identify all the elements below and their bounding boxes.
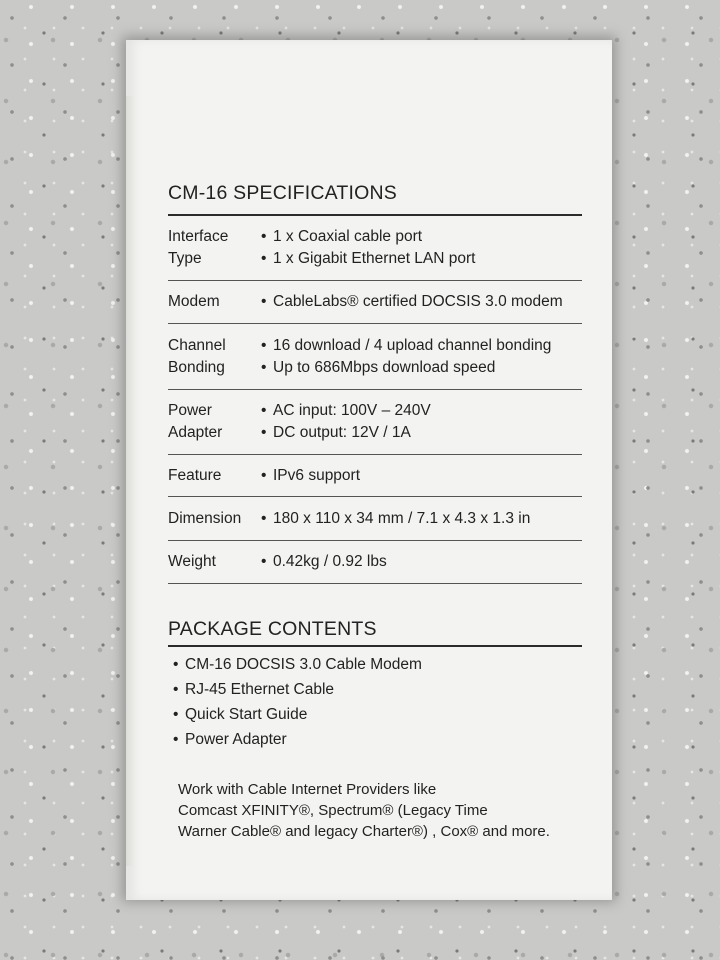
spec-item: 0.42kg / 0.92 lbs	[273, 553, 387, 570]
spec-label-text: Modem	[168, 293, 220, 310]
spec-divider	[168, 389, 582, 390]
compatibility-note-line: Comcast XFINITY®, Spectrum® (Legacy Time	[178, 802, 488, 819]
spec-divider	[168, 540, 582, 541]
spec-item: 1 x Coaxial cable port	[273, 228, 423, 245]
spec-value-interface-1: • 1 x Coaxial cable port	[261, 228, 423, 245]
package-item: • RJ-45 Ethernet Cable	[173, 681, 335, 698]
spec-item: 1 x Gigabit Ethernet LAN port	[273, 250, 476, 267]
spec-label-text: Dimension	[168, 510, 242, 527]
package-item-text: RJ-45 Ethernet Cable	[185, 681, 335, 698]
compatibility-note-line: Warner Cable® and legacy Charter®) , Cox® and more.	[178, 823, 550, 840]
compatibility-note-line: Work with Cable Internet Providers like	[178, 781, 437, 798]
spec-value-weight: • 0.42kg / 0.92 lbs	[261, 553, 387, 570]
spec-label-power-adapter	[168, 400, 222, 444]
spec-item: Up to 686Mbps download speed	[273, 359, 496, 376]
spec-label-modem	[168, 291, 220, 313]
spec-value-power-1: • AC input: 100V – 240V	[261, 402, 431, 419]
specs-title-rule	[168, 214, 582, 216]
spec-value-dimension: • 180 x 110 x 34 mm / 7.1 x 4.3 x 1.3 in	[261, 510, 531, 527]
spec-label-channel-bonding	[168, 335, 226, 379]
package-title-rule	[168, 645, 582, 647]
package-item-text: Quick Start Guide	[185, 706, 308, 723]
spec-label-text: Channel Bonding	[168, 337, 226, 376]
package-item: • Power Adapter	[173, 731, 287, 748]
spec-label-weight	[168, 551, 216, 573]
spec-label-text: Feature	[168, 467, 222, 484]
spec-item: CableLabs® certified DOCSIS 3.0 modem	[273, 293, 563, 310]
package-item-text: CM-16 DOCSIS 3.0 Cable Modem	[185, 656, 422, 673]
spec-divider	[168, 583, 582, 584]
package-item: • Quick Start Guide	[173, 706, 308, 723]
spec-item: IPv6 support	[273, 467, 361, 484]
spec-item: AC input: 100V – 240V	[273, 402, 431, 419]
spec-divider	[168, 496, 582, 497]
spec-item: 16 download / 4 upload channel bonding	[273, 337, 552, 354]
spec-item: 180 x 110 x 34 mm / 7.1 x 4.3 x 1.3 in	[273, 510, 531, 527]
spec-divider	[168, 280, 582, 281]
spec-label-dimension	[168, 508, 241, 530]
spec-divider	[168, 323, 582, 324]
spec-value-channel-1: • 16 download / 4 upload channel bonding	[261, 337, 552, 354]
package-item-text: Power Adapter	[185, 731, 287, 748]
spec-value-power-2: • DC output: 12V / 1A	[261, 424, 411, 441]
spec-label-feature	[168, 465, 221, 487]
spec-label-text: Power Adapter	[168, 402, 223, 441]
spec-label-text: Weight	[168, 553, 216, 570]
box-side-edge	[126, 96, 136, 866]
spec-value-channel-2: • Up to 686Mbps download speed	[261, 359, 496, 376]
spec-value-modem: • CableLabs® certified DOCSIS 3.0 modem	[261, 293, 563, 310]
spec-label-interface	[168, 226, 228, 270]
spec-item: DC output: 12V / 1A	[273, 424, 411, 441]
spec-label-text: Interface Type	[168, 228, 229, 267]
spec-value-feature: • IPv6 support	[261, 467, 361, 484]
spec-divider	[168, 454, 582, 455]
specs-title: CM-16 SPECIFICATIONS	[168, 182, 398, 204]
package-title: PACKAGE CONTENTS	[168, 618, 377, 640]
spec-value-interface-2: • 1 x Gigabit Ethernet LAN port	[261, 250, 476, 267]
package-item: • CM-16 DOCSIS 3.0 Cable Modem	[173, 656, 422, 673]
